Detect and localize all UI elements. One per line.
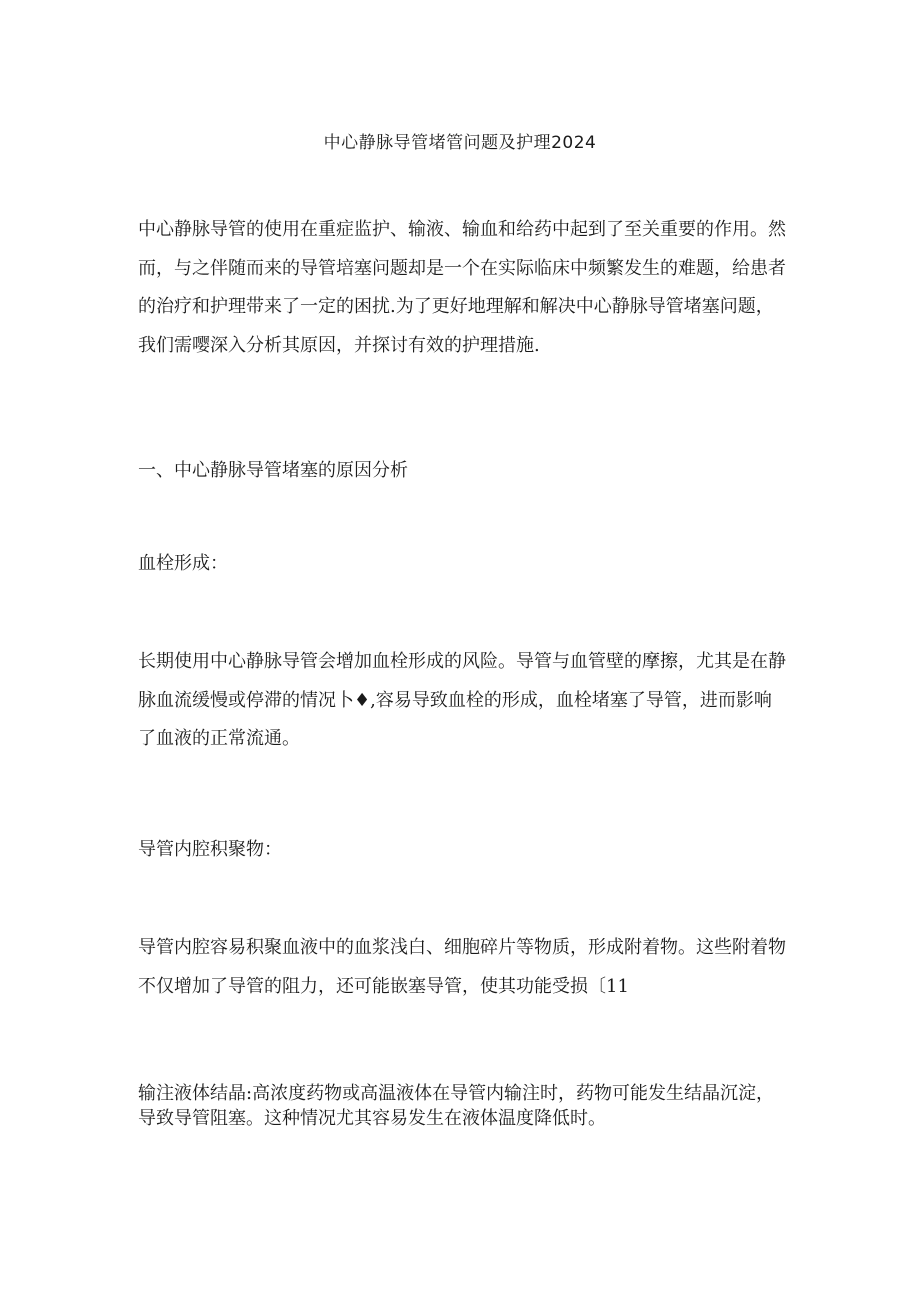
document-title: 中心静脉导管堵管问题及护理2024 <box>323 133 597 153</box>
section-heading-causes: 一、中心静脉导管堵塞的原因分析 <box>138 460 408 481</box>
cause-heading-lumen-deposits: 导管内腔积聚物： <box>138 839 282 860</box>
cause-paragraph-thrombosis: 长期使用中心静脉导管会增加血栓形成的风险。导管与血管壁的摩擦，尤其是在静脉血流缓慢或停滞的情况卜♦,容易导致血栓的形成，血栓堵塞了导管，进而影响了血液的正常流通。 <box>138 651 786 749</box>
cause-paragraph-crystallization: 输注液体结晶:高浓度药物或高温液体在导管内输注时，药物可能发生结晶沉淀，导致导管阻塞。这种情况尤其容易发生在液体温度降低时。 <box>138 1083 775 1129</box>
cause-paragraph-lumen-deposits: 导管内腔容易积聚血液中的血浆浅白、细胞碎片等物质，形成附着物。这些附着物不仅增加了导管的阻力，还可能嵌塞导管，使其功能受损〔11 <box>138 937 786 997</box>
cause-heading-thrombosis: 血栓形成： <box>138 553 228 574</box>
intro-paragraph: 中心静脉导管的使用在重症监护、输液、输血和给药中起到了至关重要的作用。然而，与之伴随而来的导管培塞问题却是一个在实际临床中频繁发生的难题，给患者的治疗和护理带来了一定的困扰.为了更好地理解和解决中心静脉导管堵塞问题，我们需嘤深入分析其原因，并探讨有效的护理措施. <box>138 219 786 356</box>
